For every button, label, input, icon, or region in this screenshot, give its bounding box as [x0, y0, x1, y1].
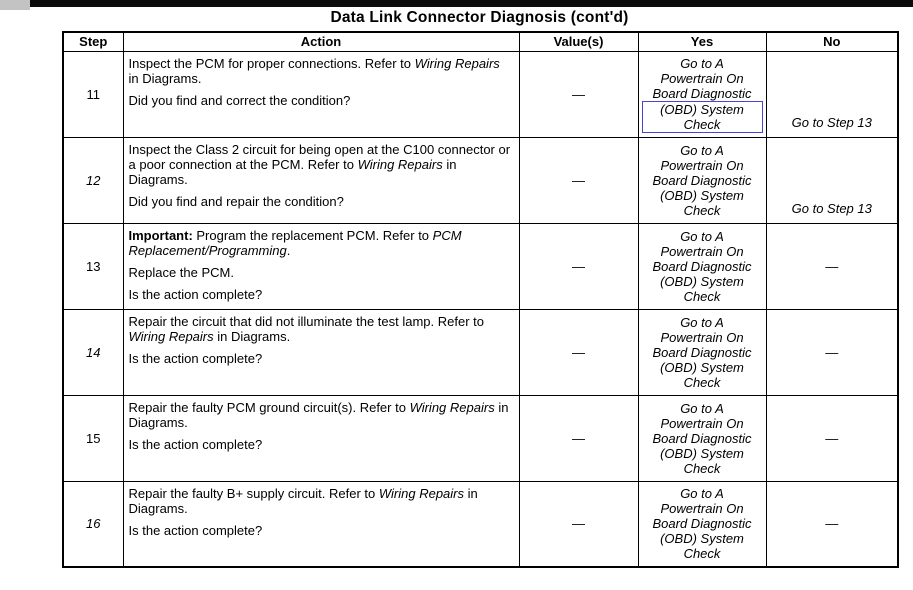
- table-row-step-14: [63, 309, 898, 395]
- values-cell: —: [519, 223, 638, 309]
- yes-line: Board Diagnostic: [652, 85, 752, 101]
- text-segment: Inspect the PCM for proper connections. Refer to: [128, 55, 415, 71]
- text-segment: in Diagrams.: [128, 156, 457, 187]
- text-segment: Wiring Repairs: [378, 485, 465, 501]
- yes-line: (OBD) System: [660, 445, 744, 461]
- yes-line: Powertrain On: [660, 415, 744, 431]
- step-number: 11: [63, 51, 123, 137]
- table-row-step-11: [63, 51, 898, 137]
- yes-line: Powertrain On: [660, 329, 744, 345]
- yes-cell: [638, 309, 766, 395]
- step-number: 16: [63, 481, 123, 567]
- yes-line: Check: [683, 546, 721, 562]
- action-cell: [123, 223, 519, 309]
- text-segment: Did you find and correct the condition?: [128, 92, 351, 108]
- text-segment: Repair the circuit that did not illuminate the test lamp. Refer to: [128, 313, 485, 329]
- action-paragraph: [129, 400, 511, 430]
- yes-line: (OBD) System: [660, 273, 744, 289]
- action-cell: [123, 395, 519, 481]
- yes-line: Check: [683, 288, 721, 304]
- page-title: Data Link Connector Diagnosis (cont'd): [330, 9, 629, 26]
- no-cell: —: [766, 395, 898, 481]
- no-cell: —: [766, 223, 898, 309]
- step-number: 14: [63, 309, 123, 395]
- header-values: Value(s): [519, 32, 638, 51]
- yes-line: Check: [683, 116, 721, 132]
- action-paragraph: [129, 194, 511, 209]
- values-cell: —: [519, 309, 638, 395]
- text-segment: PCM Replacement/Programming: [128, 227, 462, 258]
- yes-line: Powertrain On: [660, 501, 744, 517]
- text-segment: in Diagrams.: [128, 485, 478, 516]
- text-segment: Wiring Repairs: [128, 328, 214, 344]
- yes-cell: [638, 223, 766, 309]
- yes-line: Go to A: [680, 55, 724, 71]
- text-segment: Wiring Repairs: [409, 399, 495, 415]
- values-cell: —: [519, 395, 638, 481]
- yes-line: Go to A: [680, 400, 724, 416]
- text-segment: Important:: [128, 227, 197, 243]
- yes-cell: [638, 395, 766, 481]
- text-segment: Wiring Repairs: [414, 55, 500, 71]
- action-paragraph: [129, 93, 511, 108]
- text-segment: Repair the faulty B+ supply circuit. Refer to: [128, 485, 379, 501]
- yes-line: Board Diagnostic: [652, 516, 752, 532]
- step-number: 13: [63, 223, 123, 309]
- table-row-step-16: [63, 481, 898, 567]
- yes-line: Check: [683, 202, 721, 218]
- yes-line: (OBD) System: [660, 187, 744, 203]
- no-cell: —: [766, 309, 898, 395]
- yes-line: Board Diagnostic: [652, 172, 752, 188]
- action-paragraph: [129, 314, 511, 344]
- table-header-row: [63, 32, 898, 51]
- yes-line: (OBD) System: [660, 531, 744, 547]
- obd-system-check-link-box[interactable]: [642, 101, 763, 133]
- header-no: No: [766, 32, 898, 51]
- yes-line: Go to A: [680, 486, 724, 502]
- action-paragraph: [129, 523, 511, 538]
- yes-cell: [638, 51, 766, 137]
- scan-bar-artifact: [30, 0, 913, 7]
- yes-line: Powertrain On: [660, 70, 744, 86]
- header-yes: Yes: [638, 32, 766, 51]
- table-row-step-13: [63, 223, 898, 309]
- yes-line: Powertrain On: [660, 157, 744, 173]
- yes-line: Board Diagnostic: [652, 258, 752, 274]
- scan-corner-artifact: [0, 0, 30, 10]
- yes-cell: [638, 481, 766, 567]
- action-paragraph: [129, 265, 511, 280]
- action-paragraph: [129, 486, 511, 516]
- yes-line: Board Diagnostic: [652, 344, 752, 360]
- action-cell: [123, 481, 519, 567]
- action-paragraph: [129, 287, 511, 302]
- text-segment: in Diagrams.: [213, 328, 291, 344]
- yes-line: Check: [683, 460, 721, 476]
- header-action: Action: [123, 32, 519, 51]
- yes-line: Board Diagnostic: [652, 430, 752, 446]
- values-cell: —: [519, 51, 638, 137]
- text-segment: Replace the PCM.: [128, 264, 234, 280]
- text-segment: Did you find and repair the condition?: [128, 193, 344, 209]
- no-cell: Go to Step 13: [766, 137, 898, 223]
- values-cell: —: [519, 137, 638, 223]
- yes-line: (OBD) System: [660, 101, 744, 117]
- action-paragraph: [129, 142, 511, 187]
- yes-line: Check: [683, 374, 721, 390]
- yes-line: Go to A: [680, 314, 724, 330]
- values-cell: —: [519, 481, 638, 567]
- text-segment: Is the action complete?: [128, 436, 263, 452]
- header-step: Step: [63, 32, 123, 51]
- table-body: [63, 51, 898, 567]
- text-segment: Is the action complete?: [128, 522, 263, 538]
- table-row-step-15: [63, 395, 898, 481]
- step-number: 12: [63, 137, 123, 223]
- text-segment: in Diagrams.: [128, 70, 202, 86]
- action-cell: [123, 51, 519, 137]
- text-segment: Is the action complete?: [128, 286, 263, 302]
- no-cell: —: [766, 481, 898, 567]
- text-segment: Wiring Repairs: [357, 156, 443, 172]
- action-paragraph: [129, 351, 511, 366]
- yes-line: Go to A: [680, 228, 724, 244]
- yes-line: Powertrain On: [660, 243, 744, 259]
- text-segment: Repair the faulty PCM ground circuit(s). Refer to: [128, 399, 410, 415]
- yes-line: Go to A: [680, 142, 724, 158]
- text-segment: .: [286, 242, 291, 258]
- text-segment: Is the action complete?: [128, 350, 263, 366]
- no-cell: Go to Step 13: [766, 51, 898, 137]
- action-paragraph: [129, 437, 511, 452]
- step-number: 15: [63, 395, 123, 481]
- action-paragraph: [129, 228, 511, 258]
- action-cell: [123, 137, 519, 223]
- yes-cell: [638, 137, 766, 223]
- yes-line: (OBD) System: [660, 359, 744, 375]
- action-cell: [123, 309, 519, 395]
- text-segment: Inspect the Class 2 circuit for being open at the C100 connector or a poor connection at the PCM. Refer to: [128, 141, 511, 172]
- text-segment: in Diagrams.: [128, 399, 509, 430]
- diagnosis-table: [62, 31, 899, 568]
- table-row-step-12: [63, 137, 898, 223]
- text-segment: Program the replacement PCM. Refer to: [196, 227, 433, 243]
- action-paragraph: [129, 56, 511, 86]
